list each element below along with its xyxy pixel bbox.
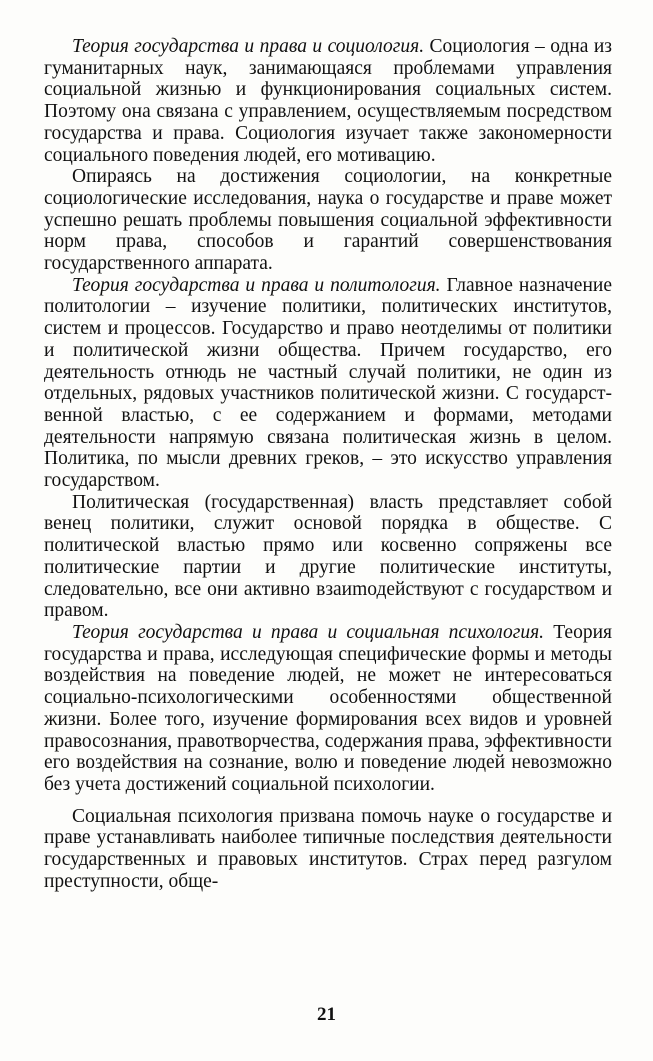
- paragraph-text: Главное назначение политологии – изучение политики, политических институтов, систем и процессов. Государство и право неотделимы от политики и политической жизни общества. Причем государство, его деятельность отнюдь не частный случай политики, не один из отдельных, рядовых участников политической жизни. С государственной властью, с ее содержанием и формами, методами деятельности напрямую связана политическая жизнь в целом. Политика, по мысли древних греков, – это искусство управления государством.: [44, 274, 612, 492]
- paragraph-text: Социология – одна из гуманитарных наук, занимающаяся проблемами управления социальной жизнью и функционирования социальных систем. Поэтому она связана с управлением, осуществляемым посредством государства и права. Социология изучает также закономерности социального поведения людей, его мотивацию.: [44, 36, 612, 166]
- paragraph-text: Опираясь на достижения социологии, на конкретные социологические исследования, наука о государстве и праве может успешно решать проблемы повышения социальной эффективности норм права, способов и гарантий совершенствования государственного аппарата.: [44, 166, 612, 275]
- section-heading-political-science: Теория государства и права и политология.: [72, 274, 441, 296]
- paragraph-social-psychology-role: [44, 806, 612, 893]
- page-number: 21: [317, 1004, 336, 1025]
- paragraph-sociology-research: [44, 166, 612, 275]
- paragraph-text: Политическая (государственная) власть представляет собой венец политики, служит основой порядка в обществе. С политической властью прямо или косвенно сопряжены все политические партии и другие политические институты, следовательно, все они активно взаиmодействуют с государством и правом.: [44, 491, 612, 622]
- paragraph-political-science: [44, 275, 612, 492]
- section-heading-sociology: Теория государства и права и социология.: [72, 36, 425, 57]
- paragraph-text: Теория государства и права, исследующая специфические формы и методы воздействия на поведение людей, не может не интересоваться социально-психологическими особенностями общественной жизни. Более того, изучение формирования всех видов и уровней правосознания, правотворчества, содержания права, эффективности его воздействия на сознание, волю и поведение людей невозможно без учета достижений социальной психологии.: [44, 621, 612, 795]
- section-heading-social-psychology: Теория государства и права и социальная психология.: [72, 621, 545, 643]
- paragraph-social-psychology: [44, 622, 612, 796]
- paragraph-political-power: [44, 492, 612, 622]
- page-text: [44, 36, 612, 892]
- paragraph-sociology: [44, 36, 612, 166]
- paragraph-text: Социальная психология призвана помочь науке о государстве и праве устанавливать наиболее типичные последствия деятельности государственных и правовых институтов. Страх перед разгулом преступности, обще-: [44, 805, 612, 892]
